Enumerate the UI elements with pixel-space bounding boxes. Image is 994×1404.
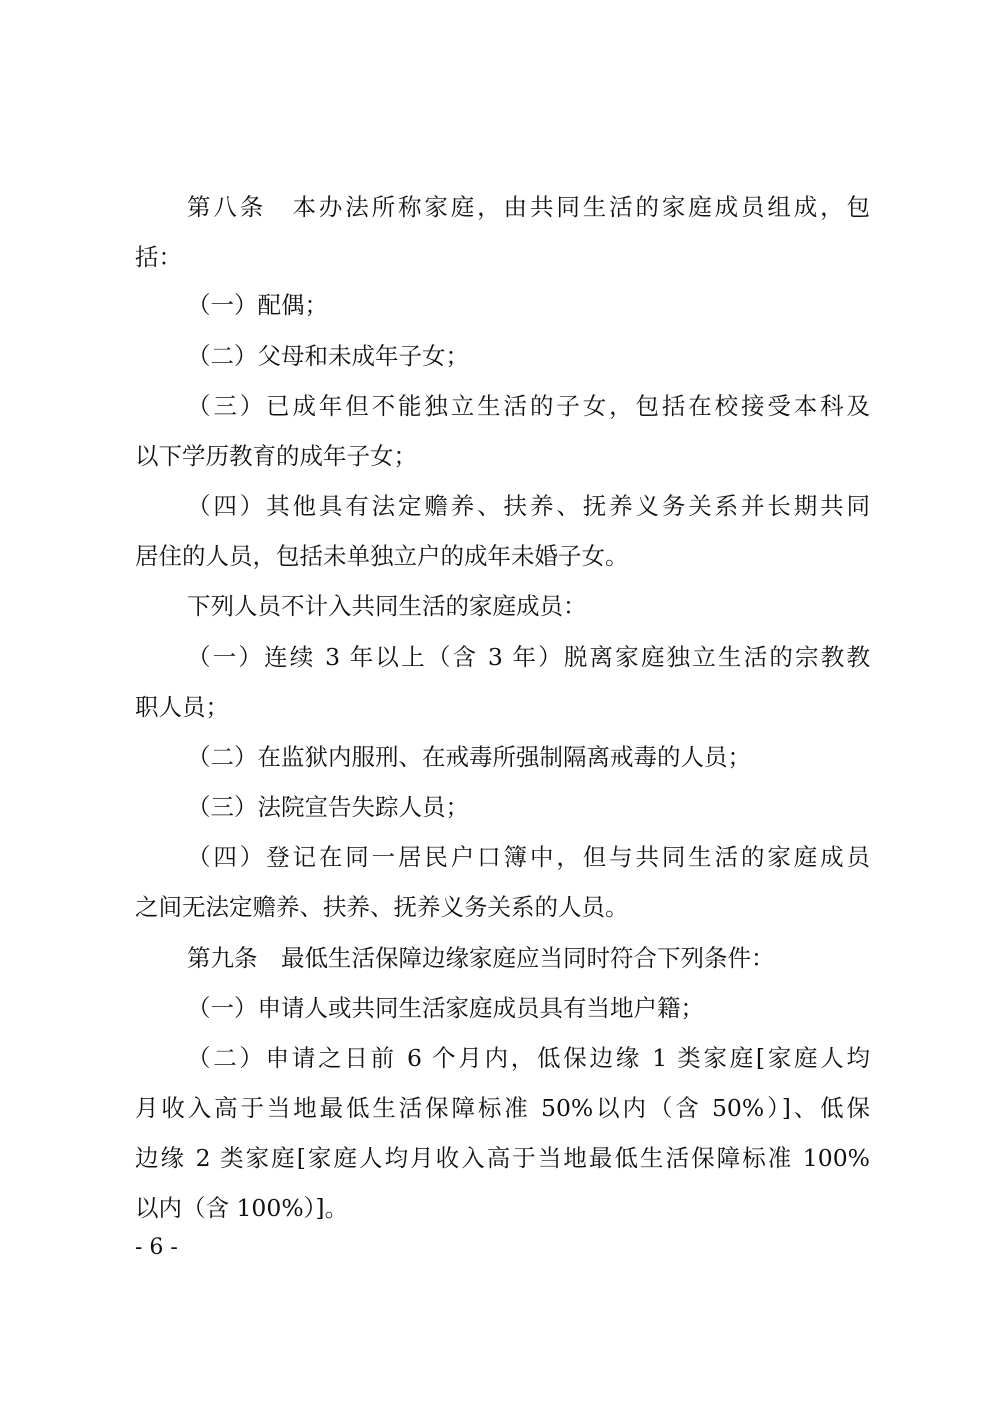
article-8-line-2: 括： (135, 243, 182, 271)
article-8-line-1: 第八条 本办法所称家庭，由共同生活的家庭成员组成，包 (187, 193, 870, 221)
excluded-item-religious-line-2: 职人员； (135, 693, 229, 721)
item-other-members-line-1: （四）其他具有法定赡养、扶养、抚养义务关系并长期共同 (187, 492, 870, 520)
article-9-item-residence: （一）申请人或共同生活家庭成员具有当地户籍； (187, 994, 704, 1022)
excluded-item-religious-line-1: （一）连续 3 年以上（含 3 年）脱离家庭独立生活的宗教教 (187, 643, 870, 671)
article-9-item-income-line-1: （二）申请之日前 6 个月内，低保边缘 1 类家庭[家庭人均 (187, 1044, 870, 1072)
article-9-item-income-line-3: 边缘 2 类家庭[家庭人均月收入高于当地最低生活保障标准 100% (135, 1144, 870, 1172)
item-adult-dependents-line-2: 以下学历教育的成年子女； (135, 442, 417, 470)
excluded-item-household-line-2: 之间无法定赡养、扶养、抚养义务关系的人员。 (135, 893, 629, 921)
item-parents-children: （二）父母和未成年子女； (187, 342, 469, 370)
excluded-members-heading: 下列人员不计入共同生活的家庭成员： (187, 592, 587, 620)
article-9-item-income-line-4: 以内（含 100%）]。 (135, 1194, 349, 1222)
page-number: - 6 - (135, 1235, 178, 1260)
item-adult-dependents-line-1: （三）已成年但不能独立生活的子女，包括在校接受本科及 (187, 392, 870, 420)
item-other-members-line-2: 居住的人员，包括未单独立户的成年未婚子女。 (135, 542, 629, 570)
item-spouse: （一）配偶； (187, 291, 328, 319)
excluded-item-missing: （三）法院宣告失踪人员； (187, 793, 469, 821)
article-9-item-income-line-2: 月收入高于当地最低生活保障标准 50%以内（含 50%）]、低保 (135, 1094, 870, 1122)
excluded-item-prison: （二）在监狱内服刑、在戒毒所强制隔离戒毒的人员； (187, 743, 751, 771)
excluded-item-household-line-1: （四）登记在同一居民户口簿中，但与共同生活的家庭成员 (187, 843, 870, 871)
article-9-heading: 第九条 最低生活保障边缘家庭应当同时符合下列条件： (187, 944, 775, 972)
